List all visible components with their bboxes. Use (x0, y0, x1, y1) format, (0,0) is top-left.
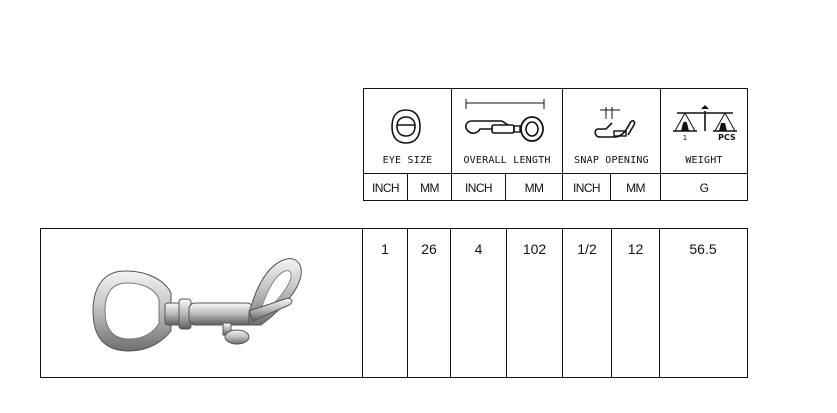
scale-right-label: PCS (718, 133, 736, 142)
unit-length-mm: MM (524, 181, 544, 195)
value-snap-inch: 1/2 (577, 241, 597, 257)
value-eye-mm: 26 (421, 241, 437, 257)
unit-weight-g: G (699, 181, 709, 195)
spec-header-table (363, 88, 748, 201)
eye-size-icon (388, 107, 424, 147)
snap-opening-icon (592, 107, 640, 143)
weight-scale-icon (671, 105, 739, 145)
col-label-eye-size: EYE SIZE (382, 155, 433, 166)
unit-length-inch: INCH (465, 181, 492, 195)
value-weight-g: 56.5 (689, 241, 717, 257)
value-length-mm: 102 (522, 241, 547, 257)
divider (364, 173, 747, 174)
value-length-inch: 4 (474, 241, 483, 257)
unit-eye-inch: INCH (372, 181, 399, 195)
unit-snap-inch: INCH (573, 181, 600, 195)
swivel-bolt-snap-hook-image (89, 251, 309, 361)
col-label-weight: WEIGHT (685, 155, 723, 166)
unit-snap-mm: MM (626, 181, 645, 195)
scale-left-label: 1 (682, 134, 688, 142)
col-label-overall-length: OVERALL LENGTH (463, 155, 551, 166)
col-label-snap-opening: SNAP OPENING (574, 155, 649, 166)
unit-eye-mm: MM (420, 181, 439, 195)
value-eye-inch: 1 (381, 241, 389, 257)
overall-length-icon (462, 97, 552, 145)
product-row (40, 228, 748, 378)
value-snap-mm: 12 (627, 241, 644, 257)
